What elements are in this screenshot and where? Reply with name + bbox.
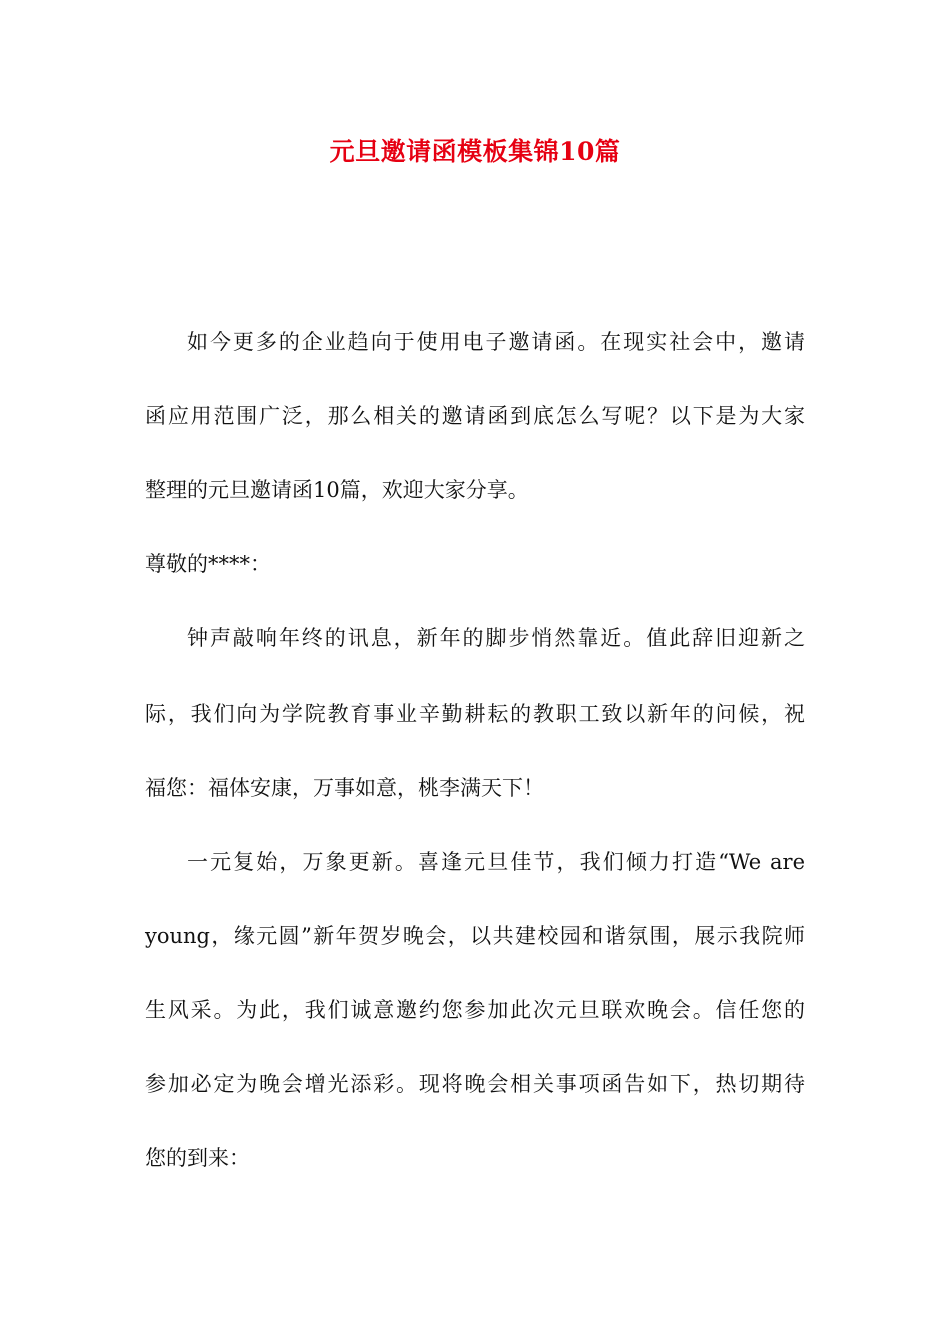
paragraph-line: 福您：福体安康，万事如意，桃李满天下！ <box>145 776 544 800</box>
paragraph-line: 生风采。为此，我们诚意邀约您参加此次元旦联欢晚会。信任您的 <box>145 998 805 1022</box>
salutation-line: 尊敬的****： <box>145 552 271 576</box>
paragraph-line: 您的到来： <box>145 1146 250 1170</box>
paragraph-line: 参加必定为晚会增光添彩。现将晚会相关事项函告如下，热切期待 <box>145 1072 805 1096</box>
paragraph-line: 一元复始，万象更新。喜逢元旦佳节，我们倾力打造“We are <box>187 850 805 874</box>
document-title: 元旦邀请函模板集锦10篇 <box>329 137 621 166</box>
paragraph-line: 函应用范围广泛，那么相关的邀请函到底怎么写呢？以下是为大家 <box>145 404 805 428</box>
paragraph-line: young，缘元圆”新年贺岁晚会，以共建校园和谐氛围，展示我院师 <box>145 924 805 948</box>
paragraph-line: 际，我们向为学院教育事业辛勤耕耘的教职工致以新年的问候，祝 <box>145 702 805 726</box>
paragraph-line: 钟声敲响年终的讯息，新年的脚步悄然靠近。值此辞旧迎新之 <box>187 626 805 650</box>
paragraph-line: 整理的元旦邀请函10篇，欢迎大家分享。 <box>145 478 529 502</box>
paragraph-line: 如今更多的企业趋向于使用电子邀请函。在现实社会中，邀请 <box>187 330 805 354</box>
